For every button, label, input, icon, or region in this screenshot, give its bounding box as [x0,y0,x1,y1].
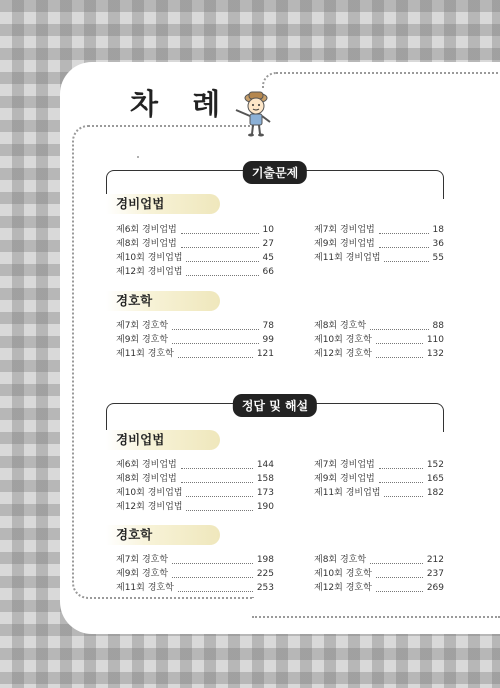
toc-entry: 제9회 경비업법 36 [314,239,444,249]
toc-entry: 제8회 경호학 88 [314,321,444,331]
toc-entry: 제10회 경호학 110 [314,335,444,345]
toc-entry: 제12회 경호학 269 [314,583,444,593]
toc-entry: 제11회 경비업법 182 [314,488,444,498]
dotted-border-top [262,72,500,88]
toc-entry: 제8회 경비업법 158 [116,474,274,484]
toc-entry: 제6회 경비업법 144 [116,460,274,470]
toc-entry: 제9회 경비업법 165 [314,474,444,484]
decorative-dot [137,156,139,158]
toc-entry: 제6회 경비업법 10 [116,225,274,235]
toc-entry: 제11회 경비업법 55 [314,253,444,263]
section-label: 기출문제 [243,161,307,184]
toc-entry: 제11회 경호학 121 [116,349,274,359]
toc-entry: 제7회 경비업법 18 [314,225,444,235]
toc-entry: 제7회 경호학 78 [116,321,274,331]
page-title: 차 례 [130,87,233,121]
section-header-box [106,399,444,432]
toc-entry: 제9회 경호학 99 [116,335,274,345]
category-label: 경비업법 [106,430,220,450]
toc-entry: 제12회 경비업법 66 [116,267,274,277]
toc-entry: 제12회 경호학 132 [314,349,444,359]
dotted-border-bottom [252,616,500,618]
toc-entry: 제10회 경비업법 45 [116,253,274,263]
toc-entry: 제10회 경비업법 173 [116,488,274,498]
category-label: 경비업법 [106,194,220,214]
toc-entry: 제10회 경호학 237 [314,569,444,579]
toc-entry: 제7회 경호학 198 [116,555,274,565]
mascot-illustration [228,86,280,138]
category-label: 경호학 [106,525,220,545]
toc-entry: 제8회 경호학 212 [314,555,444,565]
toc-entry: 제11회 경호학 253 [116,583,274,593]
category-label: 경호학 [106,291,220,311]
toc-entry: 제12회 경비업법 190 [116,502,274,512]
toc-entry: 제8회 경비업법 27 [116,239,274,249]
toc-entry: 제9회 경호학 225 [116,569,274,579]
section-label: 정답 및 해설 [233,394,317,417]
toc-entry: 제7회 경비업법 152 [314,460,444,470]
